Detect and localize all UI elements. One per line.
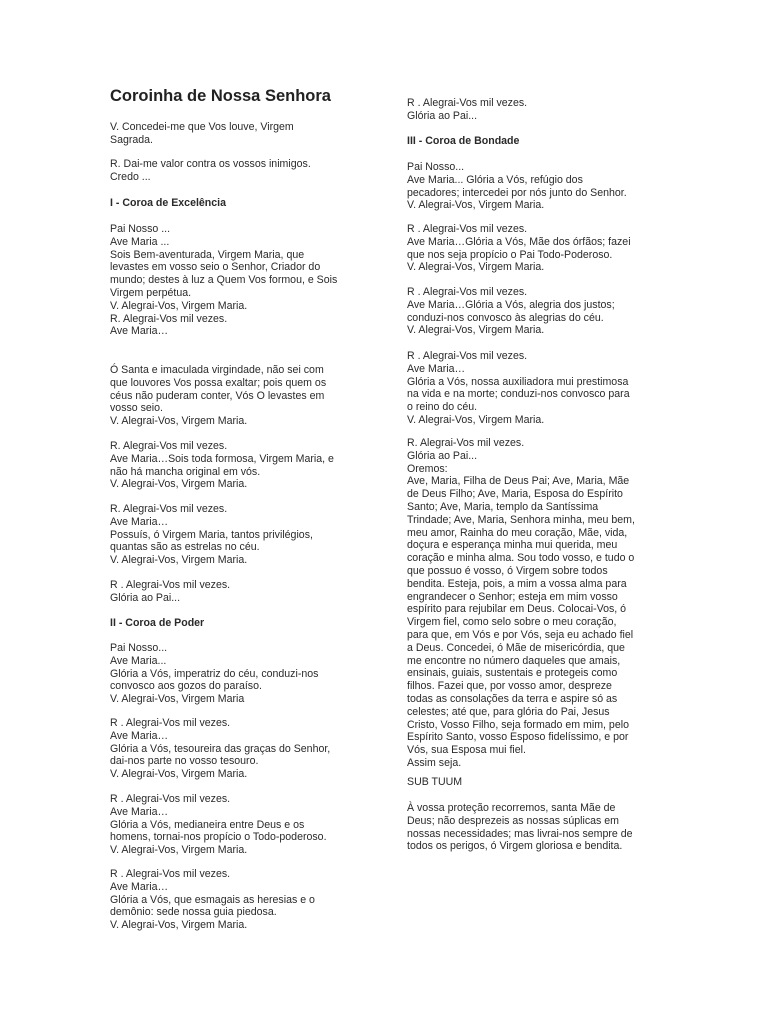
text-line: de Deus Filho; Ave, Maria, Esposa do Espírito <box>407 488 623 501</box>
text-line: Ave Maria… <box>110 729 169 742</box>
text-line: Santo; Ave, Maria, templo da Santíssima <box>407 500 599 513</box>
section-heading <box>407 135 659 148</box>
text-line: Glória a Vós, imperatriz do céu, conduzi-nos <box>110 667 319 680</box>
text-line: Credo ... <box>110 170 151 183</box>
text-line: Ave Maria... <box>110 654 167 667</box>
text-line: R. Alegrai-Vos mil vezes. <box>110 312 228 325</box>
text-line: pecadores; intercedei por nós junto do Senhor. <box>407 186 627 199</box>
text-line: Trindade; Ave, Maria, Senhora minha, meu bem, <box>407 513 635 526</box>
text-line: bendita. Esteja, pois, a mim a vossa alma para <box>407 577 627 590</box>
text-line: Pai Nosso... <box>407 161 465 173</box>
text-line: Espírito Santo, vosso Esposo fidelíssimo, e por <box>407 731 629 744</box>
text-line: Glória ao Pai... <box>407 449 478 462</box>
text-line: II - Coroa de Poder <box>110 617 205 629</box>
text-line: R. Dai-me valor contra os vossos inimigos. <box>110 158 311 170</box>
text-line: V. Alegrai-Vos, Virgem Maria. <box>407 261 545 274</box>
text-line: R. Alegrai-Vos mil vezes. <box>110 440 228 452</box>
text-line: Ave Maria… <box>110 325 169 338</box>
paragraph <box>110 158 360 184</box>
text-line: V. Alegrai-Vos, Virgem Maria. <box>407 324 545 337</box>
text-line: filhos. Fazei que, por vosso amor, despreze <box>407 680 612 693</box>
text-line: a Deus. Concedei, ó Mãe de misericórdia, que <box>407 641 625 654</box>
text-line: Ave Maria ... <box>110 235 170 248</box>
text-line: Glória a Vós, tesoureira das graças do Senhor, <box>110 742 331 755</box>
text-line: Virgem fiel, como selo sobre o meu coração, <box>407 616 617 629</box>
paragraph <box>110 868 360 932</box>
text-line: não há mancha original em vós. <box>110 465 261 478</box>
text-line: V. Alegrai-Vos, Virgem Maria. <box>110 844 248 857</box>
text-line: homens, tornai-nos propício o Todo-poderoso. <box>110 831 327 844</box>
text-line: V. Alegrai-Vos, Virgem Maria. <box>110 299 248 312</box>
text-line: V. Alegrai-Vos, Virgem Maria <box>110 693 245 706</box>
text-line: Ave Maria… <box>110 805 169 818</box>
text-line: Ave, Maria, Filha de Deus Pai; Ave, Maria, Mãe <box>407 475 630 488</box>
text-line: Ave Maria…Glória a Vós, Mãe dos órfãos; fazei <box>407 235 631 248</box>
text-line: V. Concedei-me que Vos louve, Virgem <box>110 121 294 133</box>
text-line: V. Alegrai-Vos, Virgem Maria. <box>110 478 248 491</box>
text-line: R . Alegrai-Vos mil vezes. <box>407 97 528 109</box>
text-line: V. Alegrai-Vos, Virgem Maria. <box>110 554 248 567</box>
text-line: Sois Bem-aventurada, Virgem Maria, que <box>110 248 305 261</box>
text-line: celestes; até que, para glória do Pai, Jesus <box>407 705 610 718</box>
text-line: V. Alegrai-Vos, Virgem Maria. <box>110 919 248 932</box>
paragraph <box>110 717 360 781</box>
text-line: Ave Maria…Sois toda formosa, Virgem Maria, e <box>110 452 334 465</box>
text-line: Ave Maria… <box>110 880 169 893</box>
text-line: mundo; destes à luz a Quem Vos formou, e Sois <box>110 274 338 287</box>
text-line: R. Alegrai-Vos mil vezes. <box>407 437 525 449</box>
text-line: Deus; não desprezeis as nossas súplicas em <box>407 814 619 827</box>
text-line: Glória ao Pai... <box>407 109 478 122</box>
text-line: Glória a Vós, que esmagais as heresias e o <box>110 893 315 906</box>
paragraph <box>407 223 659 274</box>
text-line: R . Alegrai-Vos mil vezes. <box>110 868 231 880</box>
text-line: o reino do céu. <box>407 401 478 414</box>
text-line: Ave Maria... Glória a Vós, refúgio dos <box>407 173 583 186</box>
text-line: V. Alegrai-Vos, Virgem Maria. <box>407 199 545 212</box>
text-line: Glória a Vós, nossa auxiliadora mui prestimosa <box>407 375 629 388</box>
text-line: R . Alegrai-Vos mil vezes. <box>110 793 231 805</box>
text-line: que louvores Vos possa exaltar; pois quem os <box>110 376 327 389</box>
text-line: R . Alegrai-Vos mil vezes. <box>407 223 528 235</box>
text-line: I - Coroa de Excelência <box>110 197 226 209</box>
text-line: Ave Maria…Glória a Vós, alegria dos justos; <box>407 298 615 311</box>
text-line: III - Coroa de Bondade <box>407 135 520 147</box>
text-line: todas as consolações da terra e aspire só as <box>407 692 618 705</box>
paragraph <box>407 802 659 853</box>
text-line: doçura e esperança minha mui querida, meu <box>407 539 618 552</box>
text-line: R . Alegrai-Vos mil vezes. <box>407 286 528 298</box>
paragraph <box>407 437 659 770</box>
paragraph <box>110 642 360 706</box>
text-line: céus não puderam conter, Vós O levastes em <box>110 389 325 402</box>
paragraph <box>110 121 360 147</box>
text-line: Pai Nosso... <box>110 642 168 654</box>
section-heading <box>110 197 360 210</box>
paragraph <box>407 97 659 123</box>
text-line: todos os perigos, ó Virgem gloriosa e bendita. <box>407 840 623 853</box>
text-line: meu amor, Rainha do meu coração, Mãe, vida, <box>407 526 628 539</box>
text-line: R . Alegrai-Vos mil vezes. <box>407 350 528 362</box>
text-line: Virgem perpétua. <box>110 286 192 299</box>
text-line: demônio: sede nossa guia piedosa. <box>110 906 277 919</box>
text-line: convosco aos gozos do paraíso. <box>110 680 262 693</box>
text-line: engrandecer o Senhor; esteja em mim vosso <box>407 590 618 603</box>
text-line: R. Alegrai-Vos mil vezes. <box>110 503 228 515</box>
page-title: Coroinha de Nossa Senhora <box>110 87 331 105</box>
text-line: Ó Santa e imaculada virgindade, não sei com <box>110 364 324 376</box>
paragraph <box>407 776 659 789</box>
text-line: vosso seio. <box>110 402 163 415</box>
text-line: Assim seja. <box>407 756 462 769</box>
paragraph <box>110 364 360 428</box>
text-line: Possuís, ó Virgem Maria, tantos privilégios, <box>110 528 313 541</box>
text-line: R . Alegrai-Vos mil vezes. <box>110 717 231 729</box>
text-line: que nos seja propício o Pai Todo-Poderoso. <box>407 248 613 261</box>
text-line: espírito para rejubilar em Deus. Colocai-Vos, ó <box>407 603 627 616</box>
paragraph <box>110 579 360 605</box>
text-line: Glória ao Pai... <box>110 591 181 604</box>
text-line: Ave Maria… <box>110 515 169 528</box>
paragraph <box>110 793 360 857</box>
text-line: coração e minha alma. Sou todo vosso, e tudo o <box>407 552 635 565</box>
text-line: V. Alegrai-Vos, Virgem Maria. <box>110 768 248 781</box>
paragraph <box>110 440 360 491</box>
text-line: Oremos: <box>407 462 448 475</box>
text-line: levastes em vosso seio o Senhor, Criador do <box>110 261 321 274</box>
text-line: SUB TUUM <box>407 776 463 788</box>
text-line: ensinais, guiais, sustentais e protegeis como <box>407 667 618 680</box>
text-line: dai-nos parte no vosso tesouro. <box>110 755 259 768</box>
paragraph <box>110 223 360 338</box>
text-line: para que, em Vós e por Vós, seja eu achado fiel <box>407 628 634 641</box>
paragraph <box>110 503 360 567</box>
text-line: Ave Maria… <box>407 362 466 375</box>
text-line: Pai Nosso ... <box>110 223 171 235</box>
text-line: À vossa proteção recorremos, santa Mãe de <box>407 802 616 814</box>
section-heading <box>110 617 360 630</box>
text-line: Glória a Vós, medianeira entre Deus e os <box>110 818 305 831</box>
text-line: Vós, sua Esposa mui fiel. <box>407 744 526 757</box>
text-line: na vida e na morte; conduzi-nos convosco para <box>407 388 630 401</box>
text-line: V. Alegrai-Vos, Virgem Maria. <box>110 415 248 428</box>
text-line: quantas são as estrelas no céu. <box>110 541 260 554</box>
text-line: me encontre no número daqueles que amais, <box>407 654 621 667</box>
paragraph <box>407 286 659 337</box>
text-line: Cristo, Vosso Filho, seja formado em mim, pelo <box>407 718 629 731</box>
paragraph <box>407 350 659 427</box>
text-line: V. Alegrai-Vos, Virgem Maria. <box>407 413 545 426</box>
text-line: Sagrada. <box>110 133 153 146</box>
paragraph <box>407 161 659 212</box>
text-line: que possuo é vosso, ó Virgem sobre todos <box>407 564 608 577</box>
text-line: conduzi-nos convosco às alegrias do céu. <box>407 311 604 324</box>
text-line: nossas necessidades; mas livrai-nos sempre de <box>407 827 633 840</box>
text-line: R . Alegrai-Vos mil vezes. <box>110 579 231 591</box>
